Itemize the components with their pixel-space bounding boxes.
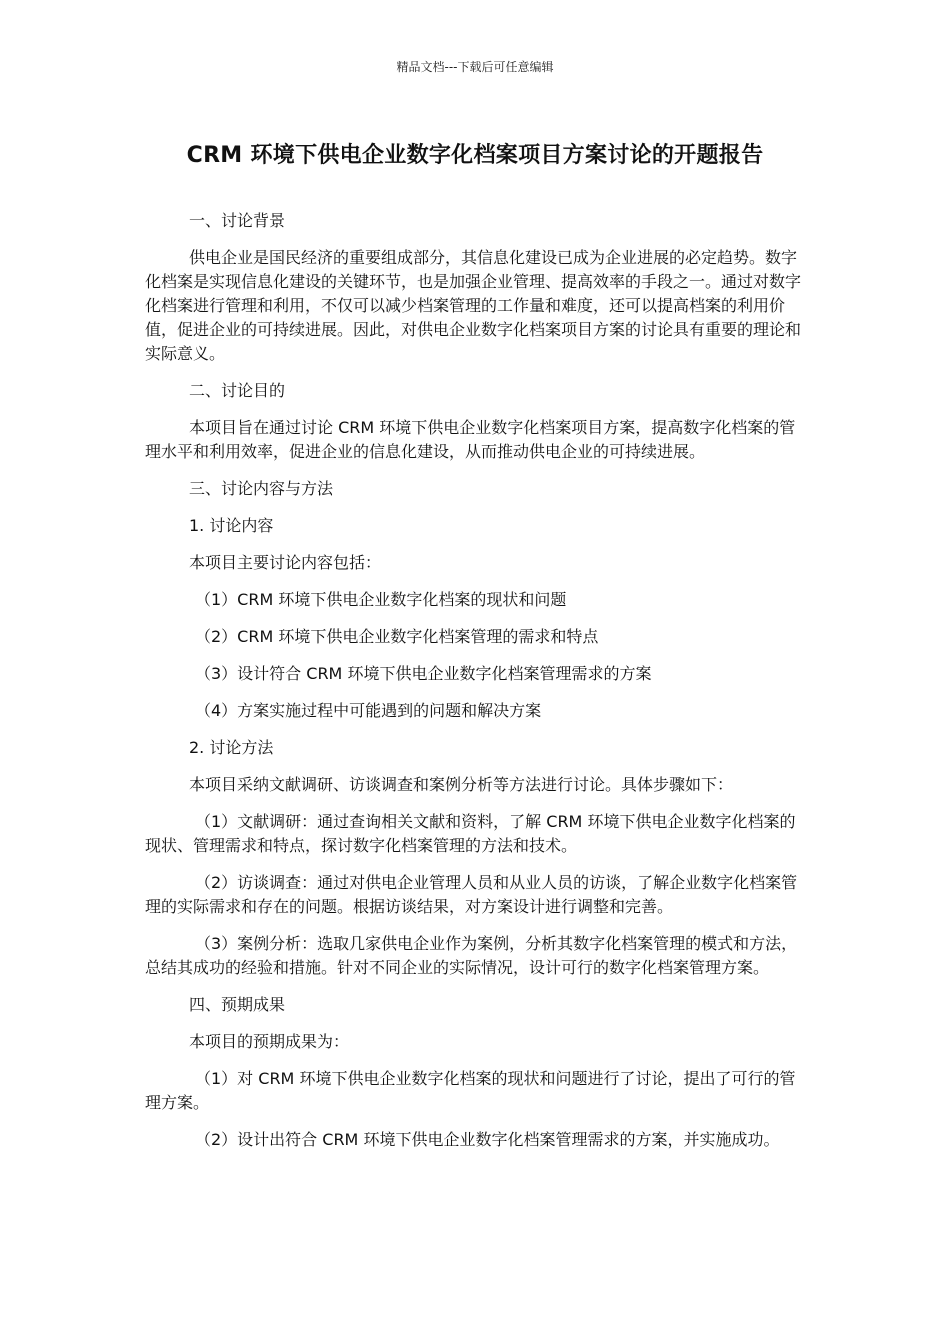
subheading-method: 2. 讨论方法 [189,738,274,757]
list-item-content-3: （3）设计符合 CRM 环境下供电企业数字化档案管理需求的方案 [195,664,652,683]
paragraph-content-intro: 本项目主要讨论内容包括： [189,553,382,572]
section-heading-purpose: 二、讨论目的 [189,381,286,400]
list-item-result-1: （1）对 CRM 环境下供电企业数字化档案的现状和问题进行了讨论，提出了可行的管理方案。 [145,1069,796,1112]
list-item-method-3: （3）案例分析：选取几家供电企业作为案例，分析其数字化档案管理的模式和方法，总结其成功的经验和措施。针对不同企业的实际情况，设计可行的数字化档案管理方案。 [145,934,798,977]
list-item-method-1: （1）文献调研：通过查询相关文献和资料，了解 CRM 环境下供电企业数字化档案的现状、管理需求和特点，探讨数字化档案管理的方法和技术。 [145,812,796,855]
paragraph-background: 供电企业是国民经济的重要组成部分，其信息化建设已成为企业进展的必定趋势。数字化档案是实现信息化建设的关键环节，也是加强企业管理、提高效率的手段之一。通过对数字化档案进行管理和利用，不仅可以减少档案管理的工作量和难度，还可以提高档案的利用价值，促进企业的可持续进展。因此，对供电企业数字化档案项目方案的讨论具有重要的理论和实际意义。 [145,248,802,363]
document-body [145,209,807,1165]
paragraph-results-intro: 本项目的预期成果为： [189,1032,350,1051]
document-title: CRM 环境下供电企业数字化档案项目方案讨论的开题报告 [186,143,764,168]
list-item-method-2: （2）访谈调查：通过对供电企业管理人员和从业人员的访谈，了解企业数字化档案管理的实际需求和存在的问题。根据访谈结果，对方案设计进行调整和完善。 [145,873,798,916]
list-item-content-2: （2）CRM 环境下供电企业数字化档案管理的需求和特点 [195,627,599,646]
list-item-content-1: （1）CRM 环境下供电企业数字化档案的现状和问题 [195,590,567,609]
list-item-content-4: （4）方案实施过程中可能遇到的问题和解决方案 [195,701,542,720]
page-header-note: 精品文档---下载后可任意编辑 [396,60,554,74]
section-heading-background: 一、讨论背景 [189,211,286,230]
paragraph-purpose: 本项目旨在通过讨论 CRM 环境下供电企业数字化档案项目方案，提高数字化档案的管理水平和利用效率，促进企业的信息化建设，从而推动供电企业的可持续进展。 [145,418,796,461]
paragraph-method-intro: 本项目采纳文献调研、访谈调查和案例分析等方法进行讨论。具体步骤如下： [189,775,734,794]
section-heading-content-method: 三、讨论内容与方法 [189,479,334,498]
list-item-result-2: （2）设计出符合 CRM 环境下供电企业数字化档案管理需求的方案，并实施成功。 [195,1130,780,1149]
section-heading-expected-results: 四、预期成果 [189,995,286,1014]
subheading-content: 1. 讨论内容 [189,516,274,535]
